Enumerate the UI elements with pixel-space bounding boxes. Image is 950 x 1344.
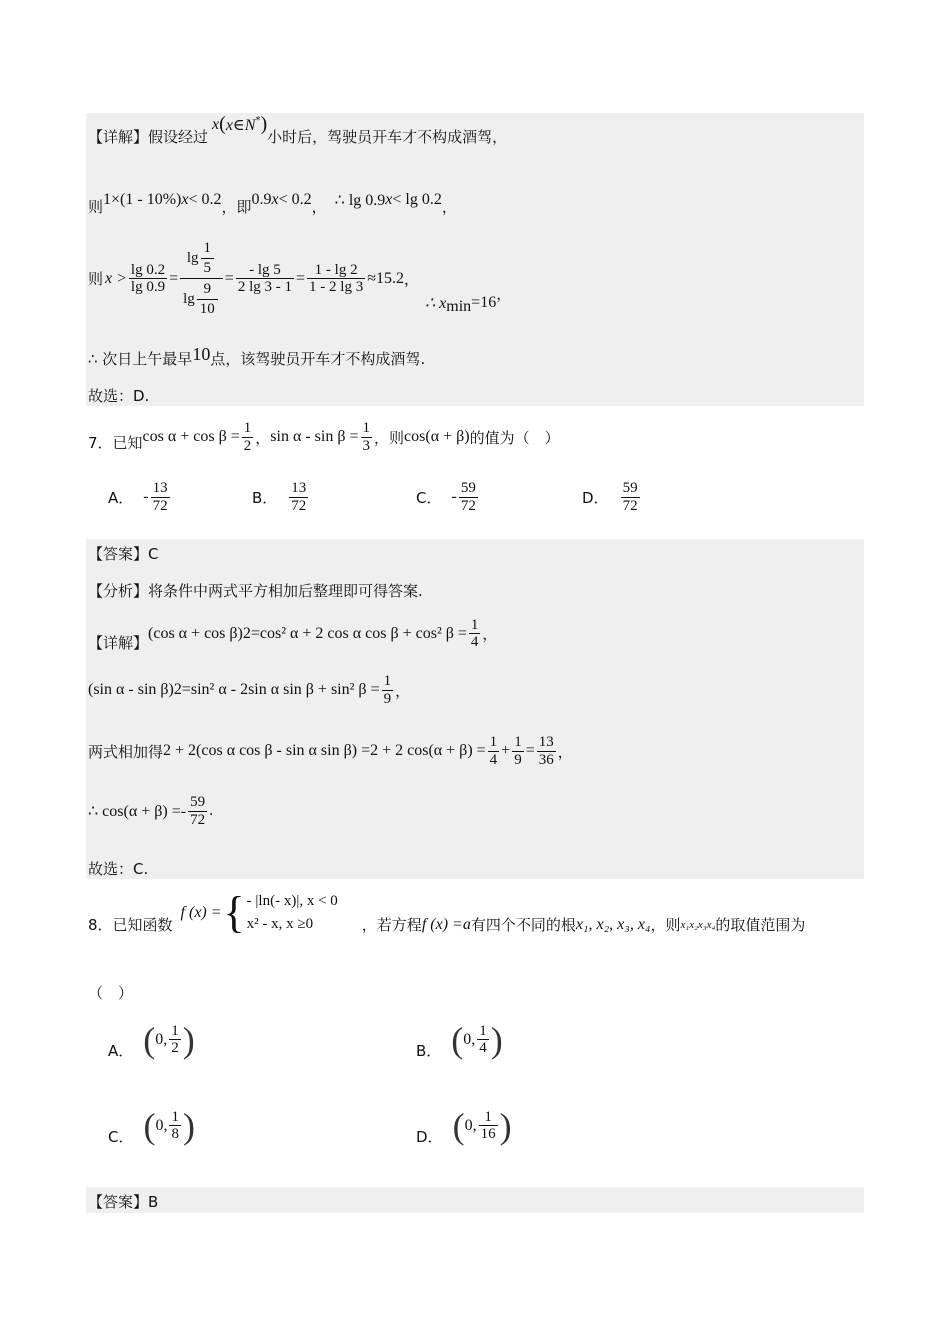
- q8-option-a[interactable]: A． ( 0, 1 2 ): [108, 1019, 195, 1060]
- q7-detail-4: ∴ cos(α + β) =- 59 72 .: [88, 794, 214, 828]
- q8-answer: 【答案】B: [88, 1193, 159, 1211]
- q7-answer: 【答案】C: [88, 545, 159, 563]
- detail-line-4: ∴ 次日上午最早 10 点，该驾驶员开车才不构成酒驾.: [88, 344, 426, 368]
- fraction: $\frac{- \lg 5}{2 \lg 3 - 1}$: [237, 261, 292, 295]
- question-8-stem: 8．已知函数 f (x) = { - |ln(- x)|, x < 0 x² - x, x ≥0 ，若方程 f (x) =a 有四个不同的根 x₁, x₂, x₃, x₄ ，则 x₁x₂x₃x₄ 的取值范围为: [88, 887, 806, 937]
- detail-line-3: 则 x > $\frac{\lg 0.2}{\lg 0.9}$ = lg 1 5 lg 9 10 = $\frac{- \lg 5}{2 \lg 3 - 1}$ = $\frac{1 - \lg 2}{1 - 2 \lg 3}$ ≈15.2 ， ∴ x min =16 ，: [88, 238, 511, 319]
- q8-option-b[interactable]: B． ( 0, 1 4 ): [416, 1019, 503, 1060]
- fraction: $\frac{1 - \lg 2}{1 - 2 \lg 3}$: [309, 261, 364, 295]
- q7-detail-1: 【详解】 (cos α + cos β) 2 =cos² α + 2 cos α cos β + cos² β = $\frac{1}{4}$ ，: [88, 616, 498, 652]
- q7-detail-3: 两式相加得 2 + 2(cos α cos β - sin α sin β) =2 + 2 cos(α + β) = $\frac{1}{4}$ + $\frac{1}{9}$ = $\frac{13}{36}$ ，: [88, 734, 573, 768]
- q7-detail-2: (sin α - sin β) 2 =sin² α - 2sin α sin β + sin² β = $\frac{1}{9}$ ，: [88, 673, 411, 707]
- detail-line-5: 故选：D.: [88, 387, 150, 405]
- answer-block-8: [86, 1187, 864, 1213]
- q7-option-d[interactable]: D． 59 72: [582, 480, 638, 514]
- detail-line-1: 【详解】 假设经过 x ( x∈N * ) 小时后，驾驶员开车才不构成酒驾，: [88, 113, 508, 146]
- q8-option-c[interactable]: C． ( 0, 1 8 ): [108, 1105, 195, 1146]
- q7-option-c[interactable]: C． - 59 72: [416, 480, 476, 514]
- fraction: lg 1 5 lg 9 10: [180, 238, 223, 319]
- q7-choose: 故选：C.: [88, 860, 149, 878]
- q8-option-d[interactable]: D． ( 0, 1 16 ): [416, 1105, 512, 1146]
- fraction: $\frac{1}{3}$: [362, 420, 371, 454]
- question-7-stem: 7．已知 cos α + cos β = $\frac{1}{2}$ ， sin α - sin β = $\frac{1}{3}$ ，则 cos(α + β) 的值为（ ）: [88, 420, 560, 454]
- q7-option-a[interactable]: A． - 13 72: [108, 480, 168, 514]
- piecewise-cases: - |ln(- x)|, x < 0 x² - x, x ≥0: [246, 893, 338, 932]
- detail-tag: 【详解】: [88, 128, 149, 146]
- detail-line-2: 则 1×(1 - 10%) x < 0.2 ，即 0.9 x < 0.2 ， ∴ lg 0.9 x < lg 0.2 ，: [88, 190, 457, 216]
- q7-analysis: 【分析】 将条件中两式平方相加后整理即可得答案.: [88, 582, 423, 600]
- q7-option-b[interactable]: B． 13 72: [252, 480, 307, 514]
- fraction: $\frac{\lg 0.2}{\lg 0.9}$: [130, 261, 166, 295]
- q8-paren: （ ）: [88, 984, 134, 1002]
- fraction: $\frac{1}{2}$: [243, 420, 252, 454]
